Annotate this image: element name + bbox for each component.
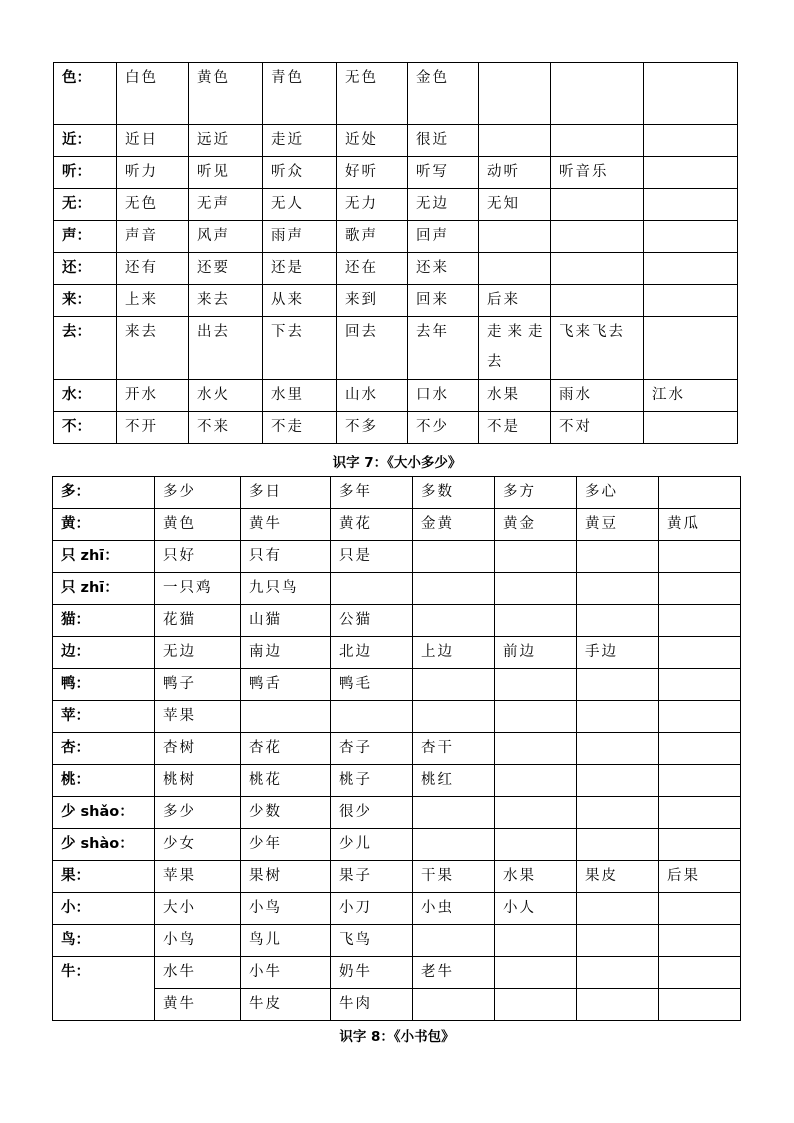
- word-cell: 少数: [241, 797, 331, 829]
- word-cell: [577, 797, 659, 829]
- word-cell: 来去: [189, 285, 263, 317]
- word-cell: 金色: [408, 63, 479, 125]
- word-cell: 干果: [413, 861, 495, 893]
- word-cell: 雨声: [263, 221, 337, 253]
- word-cell: 花猫: [155, 605, 241, 637]
- row-key: 近：: [54, 125, 117, 157]
- word-cell: [577, 765, 659, 797]
- word-cell: [644, 189, 738, 221]
- word-cell: 果皮: [577, 861, 659, 893]
- word-cell: 无知: [479, 189, 551, 221]
- word-cell: 金黄: [413, 509, 495, 541]
- word-cell: 黄色: [155, 509, 241, 541]
- word-cell: [551, 125, 644, 157]
- table-row: [53, 573, 741, 605]
- word-cell: 杏干: [413, 733, 495, 765]
- row-key: 色：: [54, 63, 117, 125]
- word-cell: 水果: [495, 861, 577, 893]
- table-row: [54, 253, 738, 285]
- word-cell: 走近: [263, 125, 337, 157]
- word-cell: 雨水: [551, 380, 644, 412]
- word-cell: 黄金: [495, 509, 577, 541]
- word-cell: [659, 765, 741, 797]
- word-cell: 不走: [263, 412, 337, 444]
- row-key: 声：: [54, 221, 117, 253]
- row-key: 牛：: [53, 957, 155, 1021]
- word-cell: 远近: [189, 125, 263, 157]
- word-cell: [577, 605, 659, 637]
- word-cell: [577, 957, 659, 989]
- word-cell: [495, 765, 577, 797]
- word-cell: 风声: [189, 221, 263, 253]
- word-cell: [413, 829, 495, 861]
- word-cell: 多数: [413, 477, 495, 509]
- word-cell: 开水: [117, 380, 189, 412]
- word-cell: [644, 125, 738, 157]
- table-row: [54, 285, 738, 317]
- word-cell: [551, 285, 644, 317]
- word-cell: 南边: [241, 637, 331, 669]
- word-cell: 声音: [117, 221, 189, 253]
- table-row: [54, 380, 738, 412]
- table-row: [53, 541, 741, 573]
- word-cell: [413, 605, 495, 637]
- row-key: 鸟：: [53, 925, 155, 957]
- word-cell: [577, 701, 659, 733]
- table-row: [53, 861, 741, 893]
- row-key: 水：: [54, 380, 117, 412]
- word-cell: 不多: [337, 412, 408, 444]
- word-cell: 只好: [155, 541, 241, 573]
- word-cell: 杏子: [331, 733, 413, 765]
- word-cell: 桃红: [413, 765, 495, 797]
- word-cell: 还有: [117, 253, 189, 285]
- word-cell: [659, 637, 741, 669]
- word-cell: [644, 285, 738, 317]
- row-key: 桃：: [53, 765, 155, 797]
- word-cell: 无边: [408, 189, 479, 221]
- lesson-7-title: 识字 7：《大小多少》: [332, 455, 462, 471]
- word-cell: 杏花: [241, 733, 331, 765]
- word-cell: [551, 63, 644, 125]
- word-cell: 回声: [408, 221, 479, 253]
- table-row: [54, 317, 738, 380]
- row-key: 苹：: [53, 701, 155, 733]
- row-key: 少 shǎo：: [53, 797, 155, 829]
- word-cell: [577, 733, 659, 765]
- table-row: [53, 733, 741, 765]
- word-cell: [413, 573, 495, 605]
- row-key: 只 zhī：: [53, 573, 155, 605]
- word-cell: 只有: [241, 541, 331, 573]
- word-cell: 无边: [155, 637, 241, 669]
- word-cell: 黄牛: [241, 509, 331, 541]
- word-cell: 少女: [155, 829, 241, 861]
- word-cell: 去年: [408, 317, 479, 380]
- word-cell: 水果: [479, 380, 551, 412]
- word-cell: [479, 253, 551, 285]
- word-cell: 大小: [155, 893, 241, 925]
- row-key: 只 zhī：: [53, 541, 155, 573]
- word-cell: [495, 989, 577, 1021]
- row-key: 小：: [53, 893, 155, 925]
- row-key: 听：: [54, 157, 117, 189]
- word-cell: [495, 733, 577, 765]
- word-cell: [577, 989, 659, 1021]
- word-cell: 走来走去: [479, 317, 551, 380]
- row-key: 黄：: [53, 509, 155, 541]
- word-cell: [479, 221, 551, 253]
- word-cell: 无色: [337, 63, 408, 125]
- row-key: 去：: [54, 317, 117, 380]
- word-cell: 桃花: [241, 765, 331, 797]
- word-cell: 不是: [479, 412, 551, 444]
- word-cell: 还在: [337, 253, 408, 285]
- vocab-table-2: [52, 476, 741, 1021]
- word-cell: 手边: [577, 637, 659, 669]
- word-cell: 苹果: [155, 861, 241, 893]
- word-cell: 少儿: [331, 829, 413, 861]
- table-row: [53, 957, 741, 989]
- word-cell: [644, 253, 738, 285]
- word-cell: 下去: [263, 317, 337, 380]
- word-cell: [577, 925, 659, 957]
- word-cell: [495, 541, 577, 573]
- word-cell: 听众: [263, 157, 337, 189]
- word-cell: 口水: [408, 380, 479, 412]
- word-cell: [331, 701, 413, 733]
- row-key: 果：: [53, 861, 155, 893]
- word-cell: [495, 669, 577, 701]
- word-cell: 水里: [263, 380, 337, 412]
- row-key: 不：: [54, 412, 117, 444]
- word-cell: 小刀: [331, 893, 413, 925]
- word-cell: 杏树: [155, 733, 241, 765]
- row-key: 杏：: [53, 733, 155, 765]
- word-cell: [413, 701, 495, 733]
- word-cell: 奶牛: [331, 957, 413, 989]
- word-cell: 无力: [337, 189, 408, 221]
- word-cell: [577, 829, 659, 861]
- word-cell: 江水: [644, 380, 738, 412]
- word-cell: [644, 63, 738, 125]
- word-cell: [241, 701, 331, 733]
- word-cell: 不少: [408, 412, 479, 444]
- word-cell: 回去: [337, 317, 408, 380]
- word-cell: 听力: [117, 157, 189, 189]
- row-key: 边：: [53, 637, 155, 669]
- word-cell: [413, 797, 495, 829]
- word-cell: [644, 317, 738, 380]
- word-cell: 多少: [155, 477, 241, 509]
- word-cell: 后来: [479, 285, 551, 317]
- word-cell: 桃子: [331, 765, 413, 797]
- word-cell: [659, 829, 741, 861]
- word-cell: 老牛: [413, 957, 495, 989]
- word-cell: 小虫: [413, 893, 495, 925]
- word-cell: [659, 605, 741, 637]
- word-cell: 从来: [263, 285, 337, 317]
- word-cell: [479, 63, 551, 125]
- word-cell: [413, 541, 495, 573]
- word-cell: 果树: [241, 861, 331, 893]
- word-cell: 出去: [189, 317, 263, 380]
- word-cell: 九只鸟: [241, 573, 331, 605]
- word-cell: 不来: [189, 412, 263, 444]
- word-cell: [659, 701, 741, 733]
- word-cell: 苹果: [155, 701, 241, 733]
- word-cell: [495, 957, 577, 989]
- word-cell: 来去: [117, 317, 189, 380]
- word-cell: 听写: [408, 157, 479, 189]
- table-row: [53, 477, 741, 509]
- word-cell: 多方: [495, 477, 577, 509]
- word-cell: 很近: [408, 125, 479, 157]
- word-cell: 很少: [331, 797, 413, 829]
- word-cell: [551, 189, 644, 221]
- table-row: [53, 701, 741, 733]
- row-key: 少 shào：: [53, 829, 155, 861]
- vocab-table-1: [53, 62, 738, 444]
- word-cell: [659, 957, 741, 989]
- word-cell: 无色: [117, 189, 189, 221]
- table-row: [54, 157, 738, 189]
- word-cell: 不对: [551, 412, 644, 444]
- table-row: [53, 669, 741, 701]
- word-cell: [495, 829, 577, 861]
- word-cell: 黄豆: [577, 509, 659, 541]
- word-cell: 后果: [659, 861, 741, 893]
- word-cell: 小人: [495, 893, 577, 925]
- table-row: [53, 605, 741, 637]
- word-cell: [659, 925, 741, 957]
- word-cell: 白色: [117, 63, 189, 125]
- row-key: 还：: [54, 253, 117, 285]
- word-cell: 无人: [263, 189, 337, 221]
- word-cell: 多日: [241, 477, 331, 509]
- word-cell: 回来: [408, 285, 479, 317]
- word-cell: 小牛: [241, 957, 331, 989]
- word-cell: 多少: [155, 797, 241, 829]
- word-cell: 青色: [263, 63, 337, 125]
- table-row: [53, 925, 741, 957]
- word-cell: [551, 253, 644, 285]
- word-cell: 牛肉: [331, 989, 413, 1021]
- word-cell: [495, 925, 577, 957]
- word-cell: 少年: [241, 829, 331, 861]
- word-cell: [495, 573, 577, 605]
- word-cell: [495, 605, 577, 637]
- word-cell: 上来: [117, 285, 189, 317]
- word-cell: 黄花: [331, 509, 413, 541]
- word-cell: [659, 893, 741, 925]
- word-cell: [644, 412, 738, 444]
- word-cell: 鸭舌: [241, 669, 331, 701]
- lesson-8-title: 识字 8：《小书包》: [339, 1029, 455, 1045]
- word-cell: 鸟儿: [241, 925, 331, 957]
- table-row: [54, 63, 738, 125]
- word-cell: 鸭子: [155, 669, 241, 701]
- word-cell: [659, 669, 741, 701]
- word-cell: 只是: [331, 541, 413, 573]
- table-row: [54, 412, 738, 444]
- table-row: [53, 509, 741, 541]
- word-cell: 飞来飞去: [551, 317, 644, 380]
- word-cell: [659, 733, 741, 765]
- word-cell: 歌声: [337, 221, 408, 253]
- word-cell: [644, 221, 738, 253]
- word-cell: [659, 477, 741, 509]
- row-key: 鸭：: [53, 669, 155, 701]
- word-cell: 还要: [189, 253, 263, 285]
- word-cell: 小鸟: [241, 893, 331, 925]
- word-cell: 多年: [331, 477, 413, 509]
- word-cell: [577, 893, 659, 925]
- word-cell: 山水: [337, 380, 408, 412]
- word-cell: 山猫: [241, 605, 331, 637]
- word-cell: [659, 797, 741, 829]
- word-cell: 还来: [408, 253, 479, 285]
- word-cell: 一只鸡: [155, 573, 241, 605]
- word-cell: [577, 541, 659, 573]
- word-cell: 还是: [263, 253, 337, 285]
- word-cell: 飞鸟: [331, 925, 413, 957]
- table-row: [53, 829, 741, 861]
- word-cell: 上边: [413, 637, 495, 669]
- word-cell: 牛皮: [241, 989, 331, 1021]
- table-row: [53, 797, 741, 829]
- word-cell: [495, 701, 577, 733]
- word-cell: 近日: [117, 125, 189, 157]
- word-cell: 动听: [479, 157, 551, 189]
- row-key: 无：: [54, 189, 117, 221]
- table-row: [54, 125, 738, 157]
- word-cell: 公猫: [331, 605, 413, 637]
- word-cell: 小鸟: [155, 925, 241, 957]
- word-cell: 水火: [189, 380, 263, 412]
- word-cell: 桃树: [155, 765, 241, 797]
- word-cell: 鸭毛: [331, 669, 413, 701]
- table-row: [53, 637, 741, 669]
- word-cell: 前边: [495, 637, 577, 669]
- word-cell: [479, 125, 551, 157]
- word-cell: [644, 157, 738, 189]
- table-row: [53, 989, 741, 1021]
- word-cell: [413, 925, 495, 957]
- word-cell: [659, 541, 741, 573]
- word-cell: 黄色: [189, 63, 263, 125]
- word-cell: 不开: [117, 412, 189, 444]
- word-cell: [659, 989, 741, 1021]
- word-cell: 多心: [577, 477, 659, 509]
- row-key: 多：: [53, 477, 155, 509]
- table-row: [54, 189, 738, 221]
- word-cell: [331, 573, 413, 605]
- word-cell: 来到: [337, 285, 408, 317]
- word-cell: 北边: [331, 637, 413, 669]
- word-cell: 近处: [337, 125, 408, 157]
- row-key: 猫：: [53, 605, 155, 637]
- word-cell: [577, 669, 659, 701]
- word-cell: [413, 669, 495, 701]
- word-cell: 无声: [189, 189, 263, 221]
- word-cell: [551, 221, 644, 253]
- word-cell: 水牛: [155, 957, 241, 989]
- word-cell: 果子: [331, 861, 413, 893]
- table-row: [54, 221, 738, 253]
- table-row: [53, 765, 741, 797]
- word-cell: [659, 573, 741, 605]
- word-cell: [495, 797, 577, 829]
- word-cell: 好听: [337, 157, 408, 189]
- word-cell: [413, 989, 495, 1021]
- word-cell: 听音乐: [551, 157, 644, 189]
- word-cell: [577, 573, 659, 605]
- word-cell: 黄牛: [155, 989, 241, 1021]
- table-row: [53, 893, 741, 925]
- row-key: 来：: [54, 285, 117, 317]
- word-cell: 听见: [189, 157, 263, 189]
- word-cell: 黄瓜: [659, 509, 741, 541]
